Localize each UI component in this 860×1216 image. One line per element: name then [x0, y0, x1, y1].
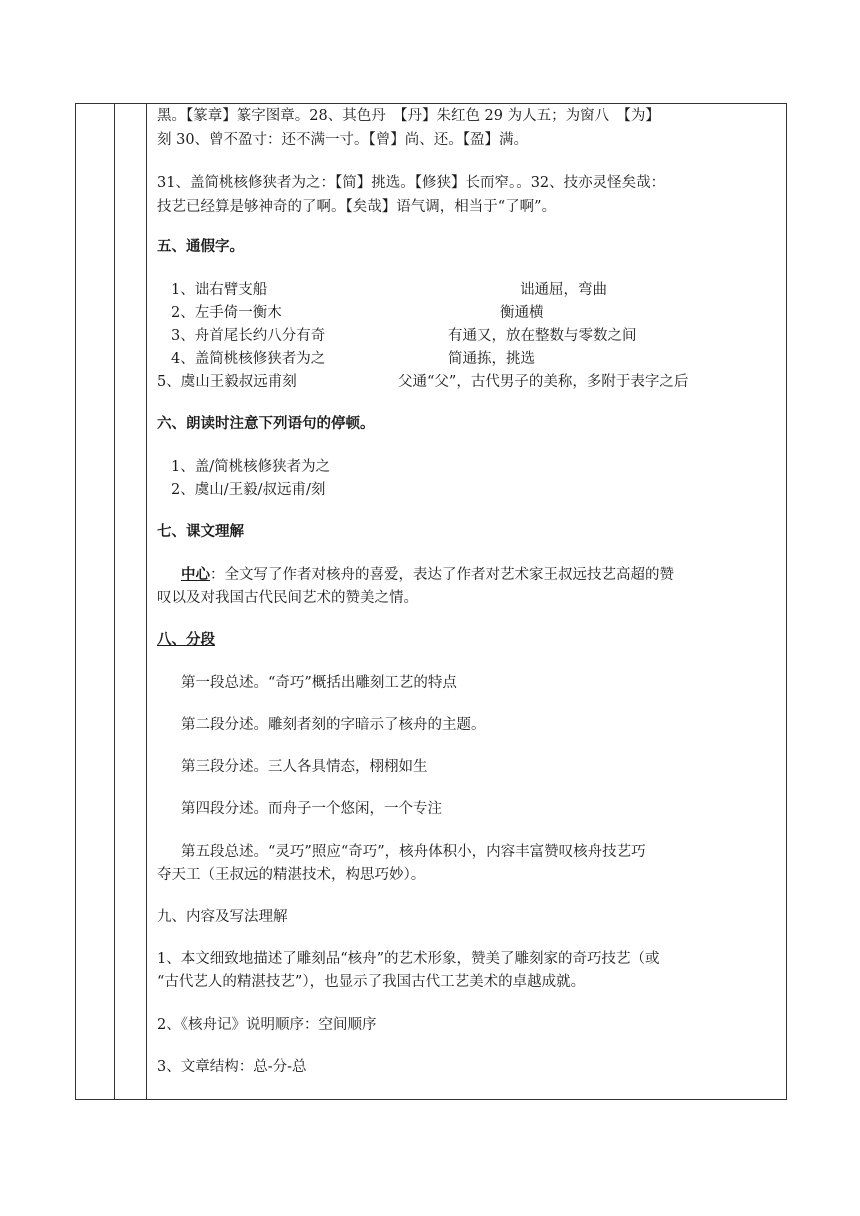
- paragraph-summary: 第三段分述。三人各具情态，栩栩如生: [181, 759, 428, 775]
- center-idea-label: 中心: [181, 566, 210, 583]
- list-item-note: 简通拣，挑选: [448, 351, 535, 367]
- paragraph-summary: 夺天工（王叔远的精湛技术，构思巧妙）。: [157, 867, 426, 883]
- paragraph-summary: 第一段总述。“奇巧”概括出雕刻工艺的特点: [181, 675, 457, 691]
- analysis-item: 3、文章结构：总-分-总: [157, 1059, 307, 1075]
- center-idea-line: 叹以及对我国古代民间艺术的赞美之情。: [157, 590, 418, 606]
- paragraph-summary: 第五段总述。“灵巧”照应“奇巧”，核舟体积小，内容丰富赞叹核舟技艺巧: [181, 844, 646, 860]
- section-heading: 八、分段: [157, 631, 215, 648]
- list-item: 1、盖/简桃核修狭者为之: [171, 459, 331, 475]
- notes-line: 刻 30、曾不盈寸：还不满一寸。【曾】尚、还。【盈】满。: [157, 132, 529, 148]
- section-heading: 七、课文理解: [157, 523, 244, 540]
- list-item: 1、诎右臂支船: [171, 282, 268, 298]
- center-idea-line: 中心：全文写了作者对核舟的喜爱，表达了作者对艺术家王叔远技艺高超的赞: [181, 566, 674, 583]
- section-heading: 九、内容及写法理解: [157, 909, 288, 925]
- paragraph-summary: 第四段分述。而舟子一个悠闲，一个专注: [181, 801, 442, 817]
- column-divider-1: [114, 103, 115, 1100]
- paragraph-summary: 第二段分述。雕刻者刻的字暗示了核舟的主题。: [181, 717, 486, 733]
- list-item: 2、虞山/王毅/叔远甫/刻: [171, 482, 326, 498]
- analysis-item: 1、本文细致地描述了雕刻品“核舟”的艺术形象，赞美了雕刻家的奇巧技艺（或: [157, 951, 660, 967]
- notes-line: 31、盖简桃核修狭者为之：【简】挑选。【修狭】长而窄。。32、技亦灵怪矣哉：: [157, 175, 666, 191]
- notes-line: 黑。【篆章】篆字图章。28、其色丹 【丹】朱红色 29 为人五；为窗八 【为】: [157, 108, 660, 124]
- list-item: 2、左手倚一衡木: [171, 305, 282, 321]
- analysis-item: 2、《核舟记》说明顺序：空间顺序: [157, 1017, 377, 1033]
- column-divider-2: [146, 103, 147, 1100]
- list-item-note: 衡通横: [500, 305, 544, 321]
- list-item: 3、舟首尾长约八分有奇: [171, 328, 326, 344]
- list-item-note: 有通又，放在整数与零数之间: [448, 328, 637, 344]
- list-item: 5、虞山王毅叔远甫刻: [157, 374, 297, 390]
- section-heading: 六、朗读时注意下列语句的停顿。: [157, 415, 375, 432]
- analysis-item: “古代艺人的精湛技艺”），也显示了我国古代工艺美术的卓越成就。: [157, 974, 586, 990]
- list-item-note: 诎通屈，弯曲: [520, 282, 607, 298]
- section-heading: 五、通假字。: [157, 238, 244, 255]
- list-item-note: 父通“父”，古代男子的美称，多附于表字之后: [398, 374, 689, 390]
- list-item: 4、盖简桃核修狭者为之: [171, 351, 326, 367]
- notes-line: 技艺已经算是够神奇的了啊。【矣哉】语气调，相当于“了啊”。: [157, 199, 557, 215]
